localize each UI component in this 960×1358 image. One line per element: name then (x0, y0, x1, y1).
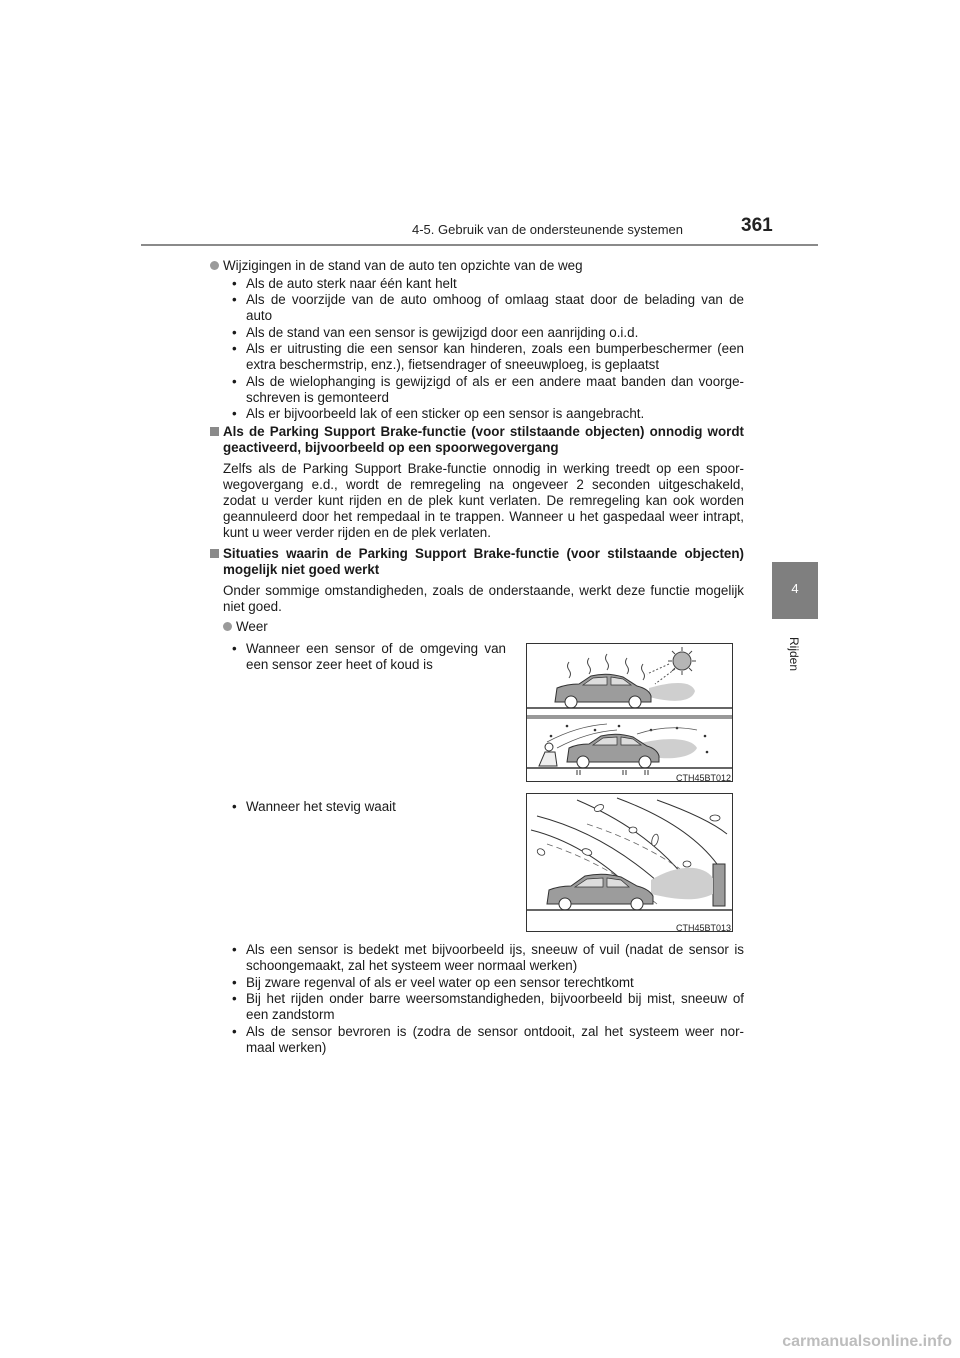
paragraph-line: niet goed. (223, 599, 282, 614)
header-divider (141, 244, 818, 246)
chapter-tab-number: 4 (791, 581, 799, 596)
list-item: Als er bijvoorbeeld lak of een sticker op een sensor is aangebracht. (246, 406, 645, 421)
paragraph-line: zodat u verder kunt rijden en de plek kunt verlaten. De remregeling kan ook worden (223, 493, 744, 508)
list-item: Als een sensor is bedekt met bijvoorbeeld ijs, sneeuw of vuil (nadat de sensor is (246, 942, 744, 957)
list-item: Wanneer het stevig waait (246, 799, 396, 814)
paragraph-line: Zelfs als de Parking Support Brake-functie onnodig in werking treedt op een spoor- (223, 461, 744, 476)
block1-heading (210, 258, 583, 274)
block3-heading: Situaties waarin de Parking Support Brake-functie (voor stilstaande objecten) (223, 546, 744, 561)
chapter-tab-label-text: Rijden (787, 636, 801, 672)
bullet-dot-icon: • (232, 406, 237, 421)
bullet-dot-icon: • (232, 799, 237, 814)
paragraph-line: Onder sommige omstandigheden, zoals de onderstaande, werkt deze functie mogelijk (223, 583, 744, 598)
bullet-dot-icon: • (232, 374, 237, 389)
list-item-cont: extra beschermstrip, enz.), fietsendrager of sneeuwploeg, is geplaatst (246, 357, 660, 372)
list-item-cont: maal werken) (246, 1040, 327, 1055)
block2-heading: Als de Parking Support Brake-functie (voor stilstaande objecten) onnodig wordt (223, 424, 744, 439)
list-item: Als de stand van een sensor is gewijzigd door een aanrijding o.i.d. (246, 325, 639, 340)
bullet-dot-icon: • (232, 341, 237, 356)
list-item: Als er uitrusting die een sensor kan hinderen, zoals een bumperbeschermer (een (246, 341, 744, 356)
running-header-section: 4-5. Gebruik van de ondersteunende systemen (412, 222, 684, 237)
figure-strong-wind (526, 793, 733, 932)
square-bullet-icon (210, 549, 219, 558)
list-item: Als de auto sterk naar één kant helt (246, 276, 457, 291)
watermark: carmanualsonline.info (782, 1333, 952, 1350)
bullet-dot-icon: • (232, 975, 237, 990)
weather-sub-heading-text: Weer (236, 619, 268, 634)
paragraph-line: wegovergang e.d., wordt de remregeling na ongeveer 2 seconden uitgeschakeld, (223, 477, 744, 492)
list-item-cont: een zandstorm (246, 1007, 335, 1022)
page-number: 361 (741, 215, 773, 236)
list-item: Als de voorzijde van de auto omhoog of omlaag staat door de belading van de (246, 292, 744, 307)
list-item-cont: auto (246, 308, 273, 323)
list-item-cont: een sensor zeer heet of koud is (246, 657, 433, 672)
bullet-dot-icon: • (232, 276, 237, 291)
list-item: Als de sensor bevroren is (zodra de sensor ontdooit, zal het systeem weer nor- (246, 1024, 744, 1039)
list-item: Als de wielophanging is gewijzigd of als er een andere maat banden dan voorge- (246, 374, 744, 389)
chapter-tab (772, 562, 818, 619)
strong-wind-illustration (527, 794, 732, 931)
bullet-dot-icon: • (232, 292, 237, 307)
block1-heading-text: Wijzigingen in de stand van de auto ten opzichte van de weg (223, 258, 583, 273)
list-item: Bij het rijden onder barre weersomstandigheden, bijvoorbeeld bij mist, sneeuw of (246, 991, 744, 1006)
paragraph-line: kunt u weer verder rijden en de plek verlaten. (223, 525, 491, 540)
bullet-dot-icon: • (232, 991, 237, 1006)
bullet-dot-icon: • (232, 641, 237, 656)
bullet-dot-icon: • (232, 325, 237, 340)
bullet-dot-icon: • (232, 1024, 237, 1039)
block3-heading-cont: mogelijk niet goed werkt (223, 562, 380, 577)
figure-hot-cold-weather (526, 643, 733, 782)
figure-code: CTH45BT012 (676, 773, 732, 782)
list-item-cont: schoongemaakt, zal het systeem weer normaal werken) (246, 958, 578, 973)
square-bullet-icon (210, 427, 219, 436)
list-item: Bij zware regenval of als er veel water op een sensor terechtkomt (246, 975, 634, 990)
weather-sub-heading (223, 619, 268, 635)
figure-code: CTH45BT013 (676, 923, 732, 932)
list-item: Wanneer een sensor of de omgeving van (246, 641, 506, 656)
hot-cold-weather-illustration (527, 644, 732, 781)
list-item-cont: schreven is gemonteerd (246, 390, 389, 405)
circle-bullet-icon (223, 622, 232, 631)
circle-bullet-icon (210, 261, 219, 270)
block2-heading-cont: geactiveerd, bijvoorbeeld op een spoorwegovergang (223, 440, 559, 455)
paragraph-line: geannuleerd door het rempedaal in te trappen. Wanneer u het gaspedaal weer intrapt, (223, 509, 744, 524)
chapter-tab-label (784, 632, 804, 676)
bullet-dot-icon: • (232, 942, 237, 957)
